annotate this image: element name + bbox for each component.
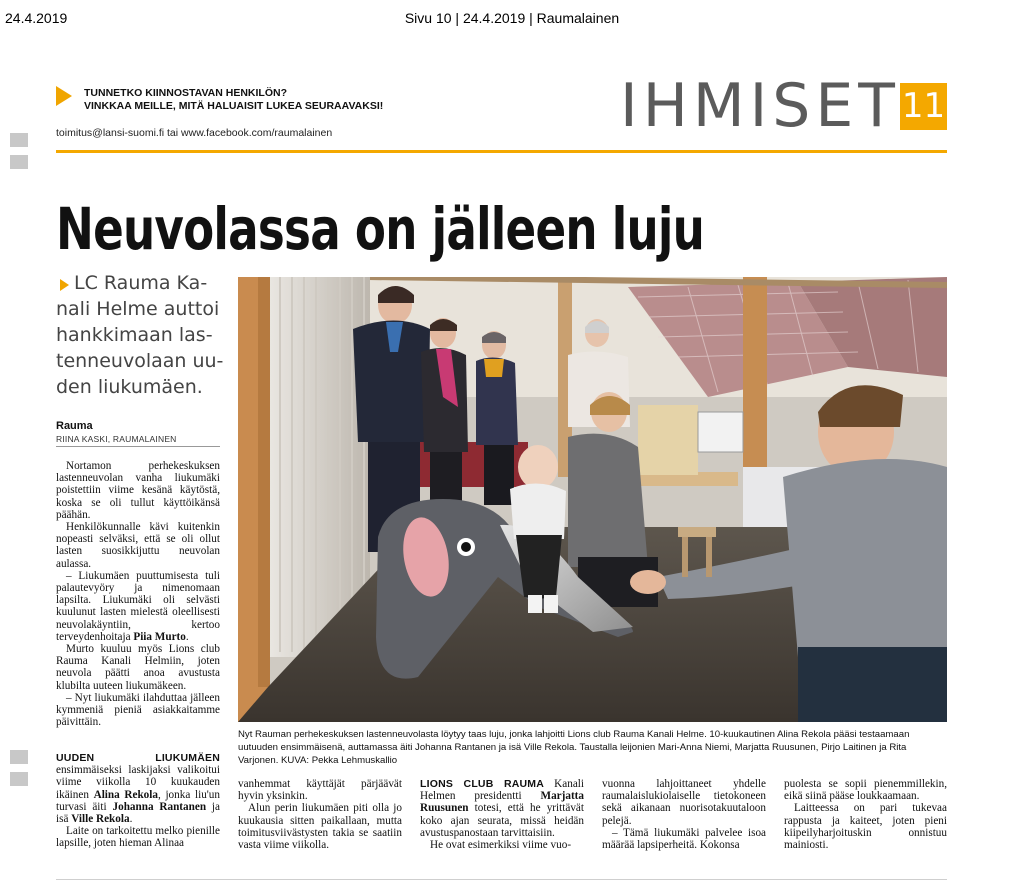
margin-mark xyxy=(10,772,28,786)
margin-mark xyxy=(10,133,28,147)
tip-line-1: TUNNETKO KIINNOSTAVAN HENKILÖN? xyxy=(84,87,287,99)
paragraph: Henkilökunnalle kävi kuitenkin nopeasti selväksi, että se oli ollut lasten suosikkijuttu neuvolan aulassa. xyxy=(56,521,220,570)
section-title: IHMISET xyxy=(620,71,900,141)
article-column-1-lower xyxy=(56,752,220,850)
paragraph: – Nyt liukumäki ilahduttaa jälleen kymmeniä pieniä asiakkaitamme päivittäin. xyxy=(56,691,220,729)
paragraph: Laite on tarkoitettu melko pienille lapsille, joten hieman Alinaa xyxy=(56,825,220,850)
article-column-1 xyxy=(56,460,220,728)
article-lead: LC Rauma Ka- nali Helme auttoi hankkimaan las- tenneuvolaan uu- den liukumäen. xyxy=(56,272,224,398)
margin-mark xyxy=(10,750,28,764)
paragraph: He ovat esimerkiksi viime vuo- xyxy=(430,839,572,852)
paragraph: Alun perin liukumäen piti olla jo kuukausia sitten paikallaan, mutta toimitusviivästysten takia se saatiin vasta viime viikolla. xyxy=(238,802,402,852)
photo-caption: Nyt Rauman perhekeskuksen lastenneuvolasta löytyy taas luju, jonka lahjoitti Lions club Rauma Kanali Helme. 10-kuukautinen Alina Rekola pääsi testaamaan uutuuden ensimmäisenä, auttamassa äiti Johanna Rantanen ja isä Ville Rekola. Taustalla leijonien Mari-Anna Niemi, Marjatta Ruusunen, Pirjo Laitinen ja Rita Varjonen. KUVA: Pekka Lehmuskallio xyxy=(238,729,910,766)
paragraph: – Liukumäen puuttumisesta tuli palautevyöry ja nimenomaan lapsilta. Liukumäki oli selvästi kuulunut lasten mielestä oleellisesti neuvolakäyntiin, kertoo terveydenhoitaja Piia Murto. xyxy=(56,569,220,643)
photo-illustration xyxy=(238,277,947,722)
page-info: Sivu 10 | 24.4.2019 | Raumalainen xyxy=(404,10,620,26)
article-column-5 xyxy=(784,778,947,851)
article-column-3 xyxy=(420,778,584,851)
paragraph: vanhemmat käyttäjät pärjäävät hyvin yksinkin. xyxy=(238,778,402,803)
reader-tip xyxy=(84,87,383,113)
paragraph: Laitteessa on pari tukevaa rappusta ja kaiteet, joten pieni kiipeilyharjoituskin onnistuu mainiosti. xyxy=(784,802,947,852)
dateline-location: Rauma xyxy=(56,420,93,432)
tip-line-2: VINKKAA MEILLE, MITÄ HALUAISIT LUKEA SEURAAVAKSI! xyxy=(84,100,384,112)
tip-arrow-icon xyxy=(56,86,72,106)
margin-mark xyxy=(10,155,28,169)
paragraph: Murto kuuluu myös Lions club Rauma Kanali Helmiin, joten neuvola päätti anoa avustusta klubilta uuteen liukumäkeen. xyxy=(56,643,220,692)
paragraph: Nortamon perhekeskuksen lastenneuvolan vanha liukumäki poistettiin viime kesänä käytöstä, koska se oli tullut käyttöikänsä päähän. xyxy=(56,460,220,521)
header-rule xyxy=(56,150,947,153)
print-date: 24.4.2019 xyxy=(5,10,68,26)
paragraph: UUDEN LIUKUMÄEN ensimmäiseksi laskijaksi valikoitui viime viikolla 10 kuukauden ikäinen Alina Rekola, jonka liu'un turvasi äiti Johanna Rantanen ja isä Ville Rekola. xyxy=(56,752,220,826)
page-number-badge: 11 xyxy=(900,83,947,130)
article-column-2 xyxy=(238,778,402,851)
paragraph: puolesta se sopii pienemmillekin, eikä siinä pääse loukkaamaan. xyxy=(784,778,947,803)
paragraph: LIONS CLUB RAUMA Kanali Helmen presidentti Marjatta Ruusunen totesi, että he yrittävät koko ajan seurata, missä heidän avustuspanostaan tarvittaisiin. xyxy=(420,778,585,839)
contact-info: toimitus@lansi-suomi.fi tai www.facebook.com/raumalainen xyxy=(56,127,333,139)
article-photo xyxy=(238,277,947,722)
article-headline: Neuvolassa on jälleen luju xyxy=(56,195,705,263)
paragraph: – Tämä liukumäki palvelee isoa määrää lapsiperheitä. Kokonsa xyxy=(602,826,766,852)
footer-rule xyxy=(56,879,947,880)
byline: RIINA KASKI, RAUMALAINEN xyxy=(56,434,177,444)
paragraph: vuonna lahjoittaneet yhdelle raumalaislukiolaiselle tietokoneen sekä aikanaan nuorisotakuutaloon pelejä. xyxy=(602,778,766,827)
article-column-4 xyxy=(602,778,766,851)
byline-rule xyxy=(56,446,220,447)
